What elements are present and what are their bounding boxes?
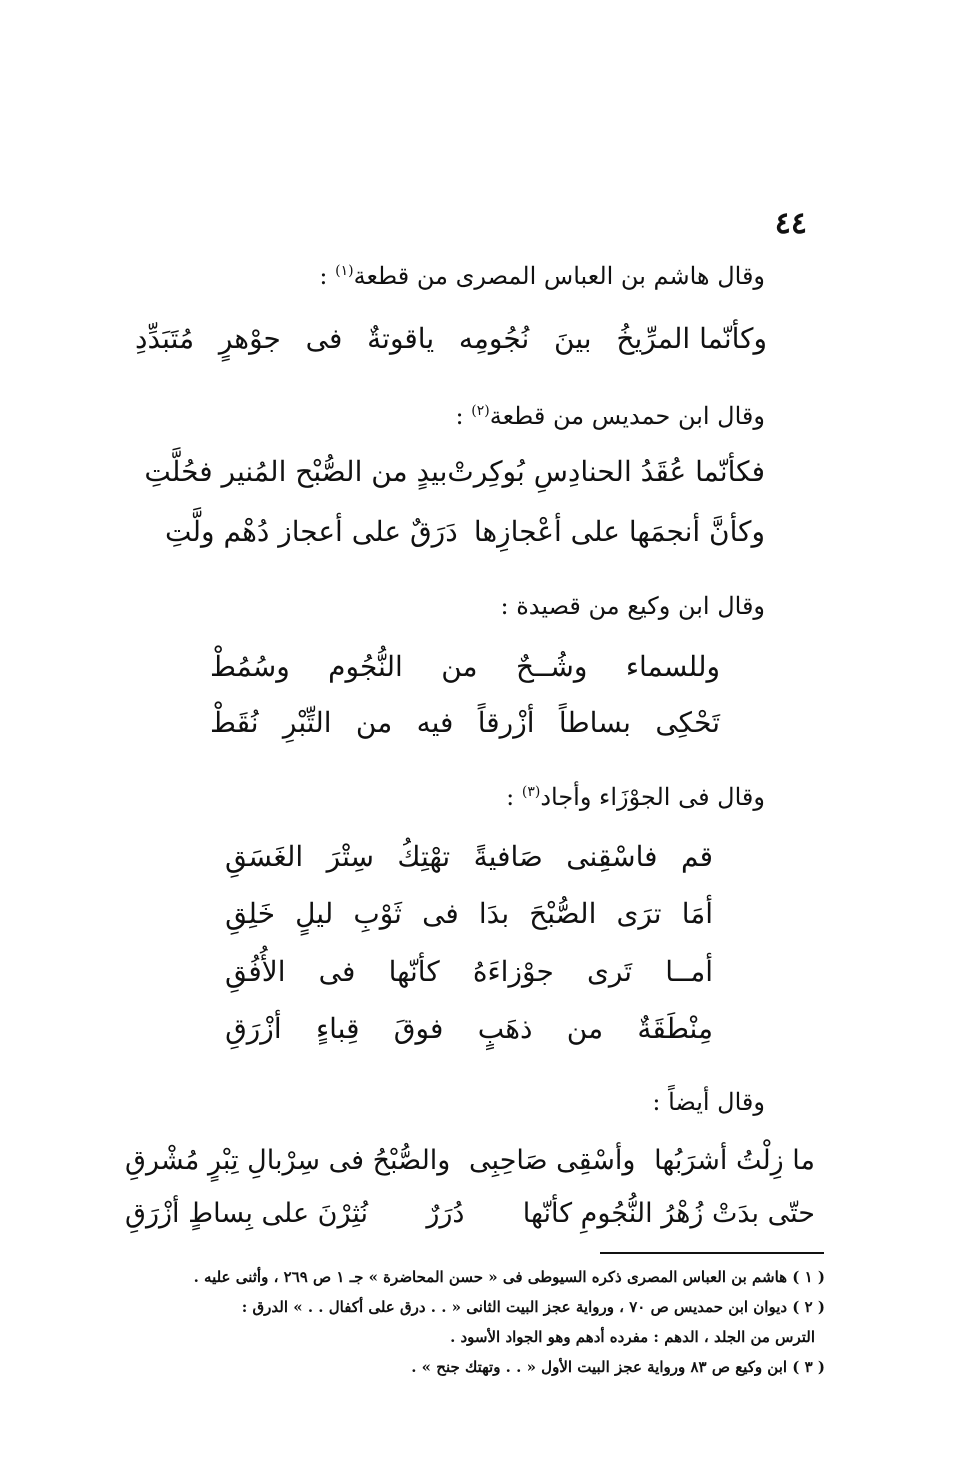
verse-word: أزْرَقِ — [225, 1012, 282, 1045]
verse-hemistich: بيدٍ من الصُّبْح المُنير فحُلَّتِ — [144, 455, 448, 488]
verse-word: فوقَ — [393, 1012, 444, 1045]
verse-word: وكأنّما المرِّيخُ — [616, 322, 767, 355]
verse-line — [165, 515, 765, 548]
verse-word: صَافيةً — [473, 840, 543, 873]
verse-line — [225, 840, 713, 873]
section-intro-jawza — [506, 783, 765, 811]
verse-word: قم — [680, 840, 713, 873]
footnote-ref: (٢) — [471, 403, 490, 419]
verse-word: سِتْرَ — [326, 840, 374, 873]
verse-word: فى — [422, 897, 459, 930]
intro-text: وقال ابن حمديس من قطعة — [489, 402, 765, 430]
verse-word: النُّجُوم — [328, 650, 403, 683]
verse-word: بينَ — [554, 322, 592, 355]
verse-line — [225, 897, 713, 930]
verse-word: ليلٍ — [295, 897, 334, 930]
verse-word: ترَى — [616, 897, 662, 930]
verse-line — [210, 706, 720, 739]
verse-hemistich: ما زِلْتُ أشرَبُها — [654, 1145, 815, 1176]
verse-word: جوْزاءَهُ — [472, 955, 554, 988]
footnote-ref: (٣) — [521, 784, 541, 800]
verse-line — [225, 955, 713, 988]
footnote-divider — [600, 1252, 824, 1254]
verse-word: ثَوْبِ — [353, 897, 402, 930]
verse-hemistich: حتّى بدَتْ زُهْرُ النُّجُومِ كأنّها — [522, 1198, 815, 1229]
verse-word: مِنْطَقَةٌ — [637, 1012, 713, 1045]
verse-word: وللسماء — [625, 650, 720, 683]
verse-word: فيه — [416, 706, 454, 739]
verse-line — [144, 455, 765, 488]
verse-word: الغَسَقِ — [225, 840, 304, 873]
verse-word: نُقَطْ — [210, 706, 259, 739]
verse-hemistich: دُرَرٌ — [426, 1198, 465, 1229]
intro-text: وقال فى الجوْزَاء وأجاد — [540, 783, 765, 811]
verse-hemistich: وأسْقِى صَاحِبِى — [469, 1145, 636, 1176]
verse-word: تهْتِكُ — [397, 840, 451, 873]
section-intro-hamdis — [456, 402, 765, 430]
verse-word: جوْهرٍ — [218, 322, 281, 355]
footnote-2-continued: الترس من الجلد ، الدهم : مفرده أدهم وهو الجواد الأسود . — [450, 1328, 815, 1346]
footnote-ref: (١) — [335, 263, 354, 279]
verse-hemistich: نُثِرْنَ على بِساطٍ أزْرَقِ — [125, 1198, 369, 1229]
verse-word: أمَا — [681, 897, 713, 930]
verse-word: خَلِقِ — [225, 897, 276, 930]
verse-word: فاسْقِنى — [566, 840, 658, 873]
verse-word: أزْرقاً — [477, 706, 535, 739]
verse-word: من — [566, 1012, 604, 1045]
verse-hemistich: دَرَقٌ على أعجاز دُهْم ولَّتِ — [165, 515, 458, 548]
page-number: ٤٤ — [774, 206, 807, 241]
verse-word: من — [355, 706, 393, 739]
section-intro-hashim — [319, 262, 765, 290]
verse-hemistich: والصُّبْحُ فى سِرْبالِ تِبْرٍ مُشْرقِ — [125, 1145, 451, 1176]
intro-tail: : — [506, 783, 522, 811]
verse-word: وشُــحٌ — [515, 650, 588, 683]
intro-text: وقال أيضاً : — [652, 1088, 765, 1116]
verse-line — [125, 1145, 815, 1176]
verse-word: ياقوتةٌ — [367, 322, 435, 355]
verse-hemistich: وكأنَّ أنجمَها على أعْجازِها — [473, 515, 765, 548]
footnote-1: ( ١ ) هاشم بن العباس المصرى ذكره السيوطى فى « حسن المحاضرة » جـ ١ ص ٢٦٩ ، وأثنى عليه . — [193, 1268, 825, 1286]
verse-line — [210, 650, 720, 683]
intro-tail: : — [319, 262, 336, 290]
verse-word: فى — [305, 322, 343, 355]
verse-word: مُتَبَدِّدِ — [135, 322, 195, 355]
verse-word: ذهَبٍ — [477, 1012, 533, 1045]
verse-word: كأنّها — [388, 955, 440, 988]
verse-word: تَرى — [586, 955, 633, 988]
intro-tail: : — [455, 402, 472, 430]
section-intro-aydan — [652, 1088, 765, 1116]
verse-word: فى — [318, 955, 356, 988]
intro-text: وقال ابن وكيع من قصيدة : — [500, 592, 765, 620]
verse-word: التِّبْرِ — [282, 706, 332, 739]
footnote-3: ( ٣ ) ابن وكيع ص ٨٣ ورواية عجز البيت الأول « . . وتهتك جنح » . — [411, 1358, 825, 1376]
verse-word: أمــا — [665, 955, 713, 988]
verse-word: بدَا — [478, 897, 510, 930]
section-intro-wakie — [500, 592, 765, 620]
verse-line — [125, 1198, 815, 1229]
intro-text: وقال هاشم بن العباس المصرى من قطعة — [353, 262, 765, 290]
verse-word: بساطاً — [558, 706, 631, 739]
verse-word: من — [441, 650, 478, 683]
verse-line — [135, 322, 767, 355]
verse-word: الأُفُقِ — [225, 955, 286, 988]
footnote-2: ( ٢ ) ديوان ابن حمديس ص ٧٠ ، ورواية عجز البيت الثانى « . . درق على أكفال . . » الدرق : — [241, 1298, 825, 1316]
verse-word: الصُّبْحَ — [529, 897, 597, 930]
verse-word: نُجُومِه — [458, 322, 530, 355]
verse-hemistich: فكأنّما عُقَدُ الحنادِسِ بُوكِرتْ — [447, 455, 765, 488]
verse-line — [225, 1012, 713, 1045]
verse-word: قِباءٍ — [315, 1012, 360, 1045]
verse-word: تَحْكِى — [655, 706, 720, 739]
verse-word: وسُمُطْ — [210, 650, 290, 683]
